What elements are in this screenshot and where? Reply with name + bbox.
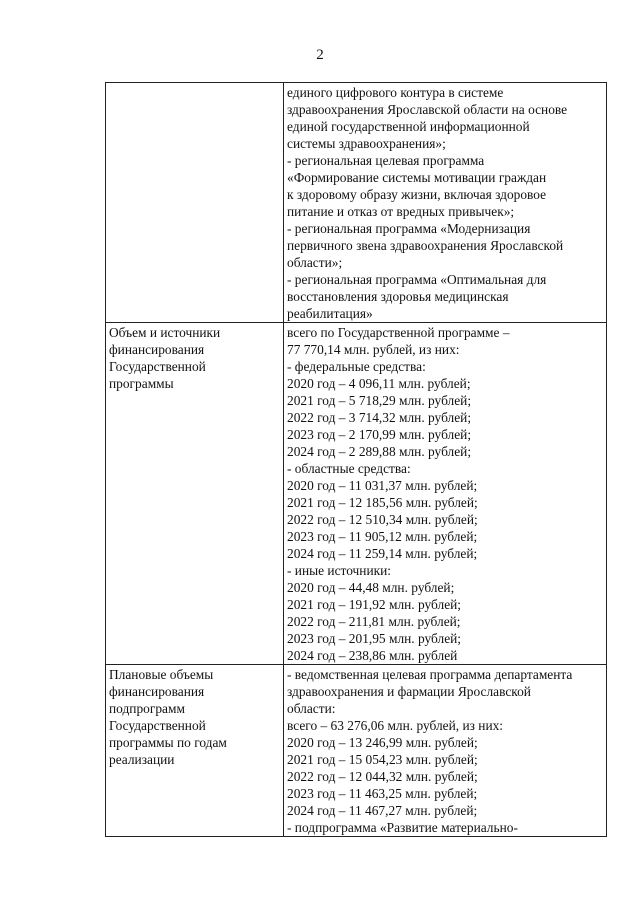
text-line: - региональная программа «Оптимальная для	[287, 272, 547, 287]
text-line: 2021 год – 15 054,23 млн. рублей;	[287, 752, 478, 767]
row-label-cell	[106, 83, 284, 323]
text-line: - иные источники:	[287, 563, 392, 578]
text-line: 2024 год – 2 289,88 млн. рублей;	[287, 444, 472, 459]
row-content-cell	[284, 83, 607, 323]
row-content-cell	[284, 665, 607, 837]
text-line: 2022 год – 12 510,34 млн. рублей;	[287, 512, 478, 527]
text-line: 2020 год – 4 096,11 млн. рублей;	[287, 376, 471, 391]
text-line: 2023 год – 11 905,12 млн. рублей;	[287, 529, 478, 544]
text-line: финансирования	[109, 342, 205, 357]
table-row	[106, 665, 607, 837]
text-line: Объем и источники	[109, 325, 221, 340]
text-line: единого цифрового контура в системе	[287, 85, 504, 100]
text-line: «Формирование системы мотивации граждан	[287, 170, 547, 185]
page-number: 2	[316, 47, 324, 63]
text-line: - ведомственная целевая программа департамента	[287, 667, 573, 682]
text-line: 2022 год – 211,81 млн. рублей;	[287, 614, 461, 629]
text-line: питание и отказ от вредных привычек»;	[287, 204, 515, 219]
text-line: реабилитация»	[287, 306, 373, 321]
text-line: 2020 год – 11 031,37 млн. рублей;	[287, 478, 478, 493]
text-line: 2022 год – 12 044,32 млн. рублей;	[287, 769, 478, 784]
text-line: 2024 год – 11 259,14 млн. рублей;	[287, 546, 478, 561]
text-line: 2024 год – 238,86 млн. рублей	[287, 648, 458, 663]
text-line: 2020 год – 13 246,99 млн. рублей;	[287, 735, 478, 750]
text-line: всего по Государственной программе –	[287, 325, 510, 340]
text-line: - региональная целевая программа	[287, 153, 485, 168]
program-passport-table	[105, 82, 607, 837]
text-line: первичного звена здравоохранения Ярославской	[287, 238, 564, 253]
row-label-cell	[106, 323, 284, 665]
text-line: 2024 год – 11 467,27 млн. рублей;	[287, 803, 478, 818]
text-line: здравоохранения и фармации Ярославской	[287, 684, 531, 699]
text-line: области:	[287, 701, 336, 716]
text-line: системы здравоохранения»;	[287, 136, 446, 151]
text-line: здравоохранения Ярославской области на основе	[287, 102, 568, 117]
text-line: подпрограмм	[109, 701, 185, 716]
text-line: 2020 год – 44,48 млн. рублей;	[287, 580, 455, 595]
text-line: к здоровому образу жизни, включая здоровое	[287, 187, 547, 202]
text-line: области»;	[287, 255, 343, 270]
text-line: 2023 год – 201,95 млн. рублей;	[287, 631, 462, 646]
text-line: - областные средства:	[287, 461, 411, 476]
text-line: - подпрограмма «Развитие материально-	[287, 820, 518, 835]
text-line: Государственной	[109, 718, 206, 733]
text-line: 77 770,14 млн. рублей, из них:	[287, 342, 460, 357]
text-line: единой государственной информационной	[287, 119, 530, 134]
text-line: Государственной	[109, 359, 206, 374]
text-line: 2021 год – 5 718,29 млн. рублей;	[287, 393, 472, 408]
row-label-cell	[106, 665, 284, 837]
text-line: 2022 год – 3 714,32 млн. рублей;	[287, 410, 472, 425]
table-row	[106, 83, 607, 323]
text-line: 2023 год – 11 463,25 млн. рублей;	[287, 786, 478, 801]
text-line: Плановые объемы	[109, 667, 214, 682]
text-line: финансирования	[109, 684, 205, 699]
text-line: всего – 63 276,06 млн. рублей, из них:	[287, 718, 504, 733]
text-line: 2021 год – 191,92 млн. рублей;	[287, 597, 462, 612]
text-line: - федеральные средства:	[287, 359, 426, 374]
text-line: - региональная программа «Модернизация	[287, 221, 531, 236]
text-line: 2023 год – 2 170,99 млн. рублей;	[287, 427, 472, 442]
row-content-cell	[284, 323, 607, 665]
text-line: 2021 год – 12 185,56 млн. рублей;	[287, 495, 478, 510]
table-row	[106, 323, 607, 665]
text-line: программы по годам	[109, 735, 227, 750]
text-line: восстановления здоровья медицинская	[287, 289, 509, 304]
text-line: программы	[109, 376, 174, 391]
text-line: реализации	[109, 752, 175, 767]
